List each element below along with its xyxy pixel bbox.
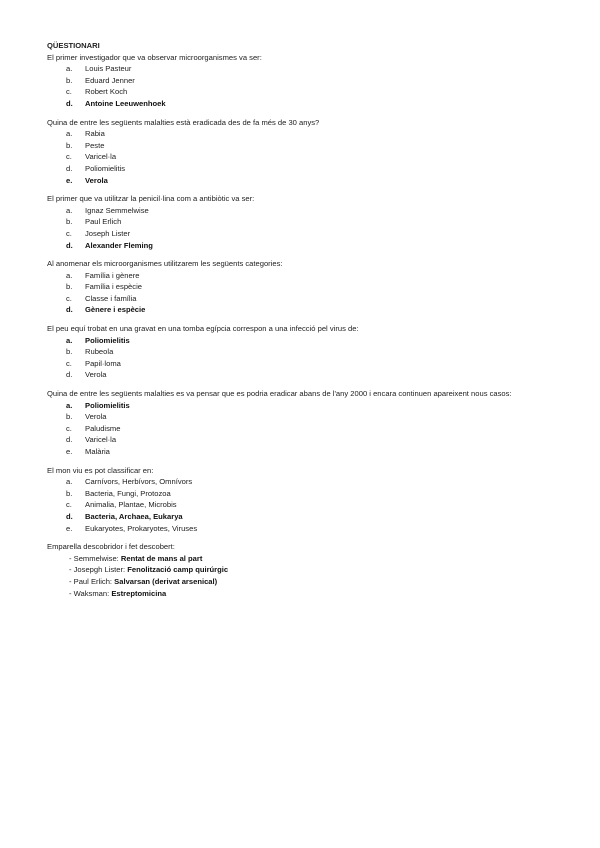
option-letter: d. [66,240,73,250]
option-letter: e. [66,523,73,533]
option-text: Verola [85,175,108,185]
answer-option [47,358,557,370]
option-text: Papil·loma [85,358,121,368]
pairing-item [69,553,557,565]
option-letter: c. [66,358,72,368]
question-block [47,117,557,187]
answer-option [47,205,557,217]
correct-option [47,335,557,347]
question-block [47,388,557,458]
option-text: Malària [85,447,110,456]
option-text: Eukaryotes, Prokaryotes, Viruses [85,523,198,533]
option-letter: a. [66,477,73,487]
answer-option [47,86,557,98]
question-block [47,465,557,535]
question-block [47,52,557,110]
answer-option [47,499,557,511]
option-text: Classe i família [85,293,137,303]
pairing-item [69,588,557,600]
option-letter: b. [66,217,73,227]
option-text: Rabia [85,129,105,139]
answer-option [47,488,557,500]
question-block [47,323,557,381]
option-list [47,400,557,458]
option-letter: a. [66,400,73,410]
option-text: Família i gènere [85,270,140,280]
pairing-question [47,541,557,599]
question-block [47,258,557,316]
discovery-text: Fenolització camp quirúrgic [127,565,229,575]
answer-option [47,75,557,87]
option-letter: c. [66,87,72,97]
option-letter: b. [66,347,73,357]
question-text: El primer que va utilitzar la penicil·lina com a antibiòtic va ser: [47,194,255,204]
option-text: Alexander Fleming [85,240,153,250]
discovery-text: Rentat de mans al part [120,553,203,563]
option-text: Joseph Lister [85,228,131,238]
option-text: Ignaz Semmelwise [85,205,149,215]
correct-option [47,240,557,252]
option-text: Paul Erlich [85,217,122,227]
question-text: El mon viu es pot classificar en: [47,465,154,475]
option-letter: d. [66,305,73,315]
option-letter: a. [66,64,73,74]
option-text: Louis Pasteur [85,64,132,74]
correct-option [47,304,557,316]
question-block [47,193,557,251]
option-letter: a. [66,335,73,345]
discoverer-name: - Waksman: [69,588,110,598]
option-text: Eduard Jenner [85,75,135,85]
option-letter: e. [66,447,73,456]
answer-option [47,293,557,305]
option-letter: a. [66,129,73,139]
pairing-item [69,564,557,576]
correct-option [47,175,557,187]
question-text: Al anomenar els microorganismes utilitzarem les següents categories: [47,259,283,269]
option-text: Família i espècie [85,282,142,292]
option-text: Rubeola [85,347,114,357]
option-letter: c. [66,228,72,238]
answer-option [47,434,557,446]
option-text: Bacteria, Fungi, Protozoa [85,488,171,498]
questionnaire [47,40,557,606]
answer-option [47,228,557,240]
option-text: Poliomielitis [85,163,126,173]
correct-option [47,98,557,110]
discovery-text: Salvarsan (derivat arsenical) [114,576,218,586]
answer-option [47,476,557,488]
option-text: Gènere i espècie [85,305,146,315]
answer-option [47,128,557,140]
option-letter: c. [66,500,72,510]
option-text: Bacteria, Archaea, Eukarya [85,511,183,521]
answer-option [47,140,557,152]
question-text: Quina de entre les següents malalties es va pensar que es podria eradicar abans de l'any 2000 i encara continuen apareixent nous casos: [47,389,512,399]
option-list [47,128,557,186]
answer-option [47,446,557,458]
option-letter: d. [66,435,73,445]
correct-option [47,511,557,523]
answer-option [47,423,557,435]
option-list [47,205,557,251]
answer-option [47,281,557,293]
option-letter: a. [66,270,73,280]
option-letter: b. [66,140,73,150]
option-text: Paludisme [85,423,121,433]
discoverer-name: - Semmelwise: [69,553,119,563]
answer-option [47,270,557,282]
pairing-item [69,576,557,588]
option-letter: b. [66,412,73,422]
option-list [47,270,557,316]
option-text: Poliomielitis [85,400,130,410]
question-text: El primer investigador que va observar microorganismes va ser: [47,52,262,62]
option-list [47,335,557,381]
option-text: Carnívors, Herbívors, Omnívors [85,477,193,487]
option-text: Varicel·la [85,435,117,445]
answer-option [47,523,557,535]
option-letter: b. [66,75,73,85]
correct-option [47,400,557,412]
answer-option [47,63,557,75]
option-letter: c. [66,293,72,303]
option-letter: d. [66,163,73,173]
answer-option [47,163,557,175]
answer-option [47,216,557,228]
option-text: Verola [85,370,107,380]
option-list [47,476,557,534]
option-text: Animalia, Plantae, Microbis [85,500,177,510]
option-text: Poliomielitis [85,335,130,345]
option-letter: b. [66,488,73,498]
option-text: Antoine Leeuwenhoek [85,98,166,108]
question-list [47,52,557,535]
answer-option [47,346,557,358]
option-letter: d. [66,511,73,521]
option-list [47,63,557,109]
question-text: Emparella descobridor i fet descobert: [47,542,175,552]
option-letter: b. [66,282,73,292]
option-letter: a. [66,205,73,215]
option-letter: c. [66,423,72,433]
discovery-text: Estreptomicina [111,588,167,598]
option-text: Peste [85,140,105,150]
option-text: Robert Koch [85,87,128,97]
discoverer-name: - Josepgh Lister: [69,565,126,575]
option-text: Verola [85,412,107,422]
discoverer-name: - Paul Erlich: [69,576,113,586]
option-letter: d. [66,370,73,380]
pairing-list [47,553,557,599]
answer-option [47,369,557,381]
question-text: Quina de entre les següents malalties està eradicada des de fa més de 30 anys? [47,117,320,127]
question-text: El peu equí trobat en una gravat en una tomba egípcia correspon a una infecció pel virus de: [47,324,359,334]
option-text: Varicel·la [85,152,117,162]
option-letter: d. [66,98,73,108]
option-letter: e. [66,175,73,185]
document-title: QÜESTIONARI [47,41,100,50]
answer-option [47,411,557,423]
answer-option [47,151,557,163]
option-letter: c. [66,152,72,162]
